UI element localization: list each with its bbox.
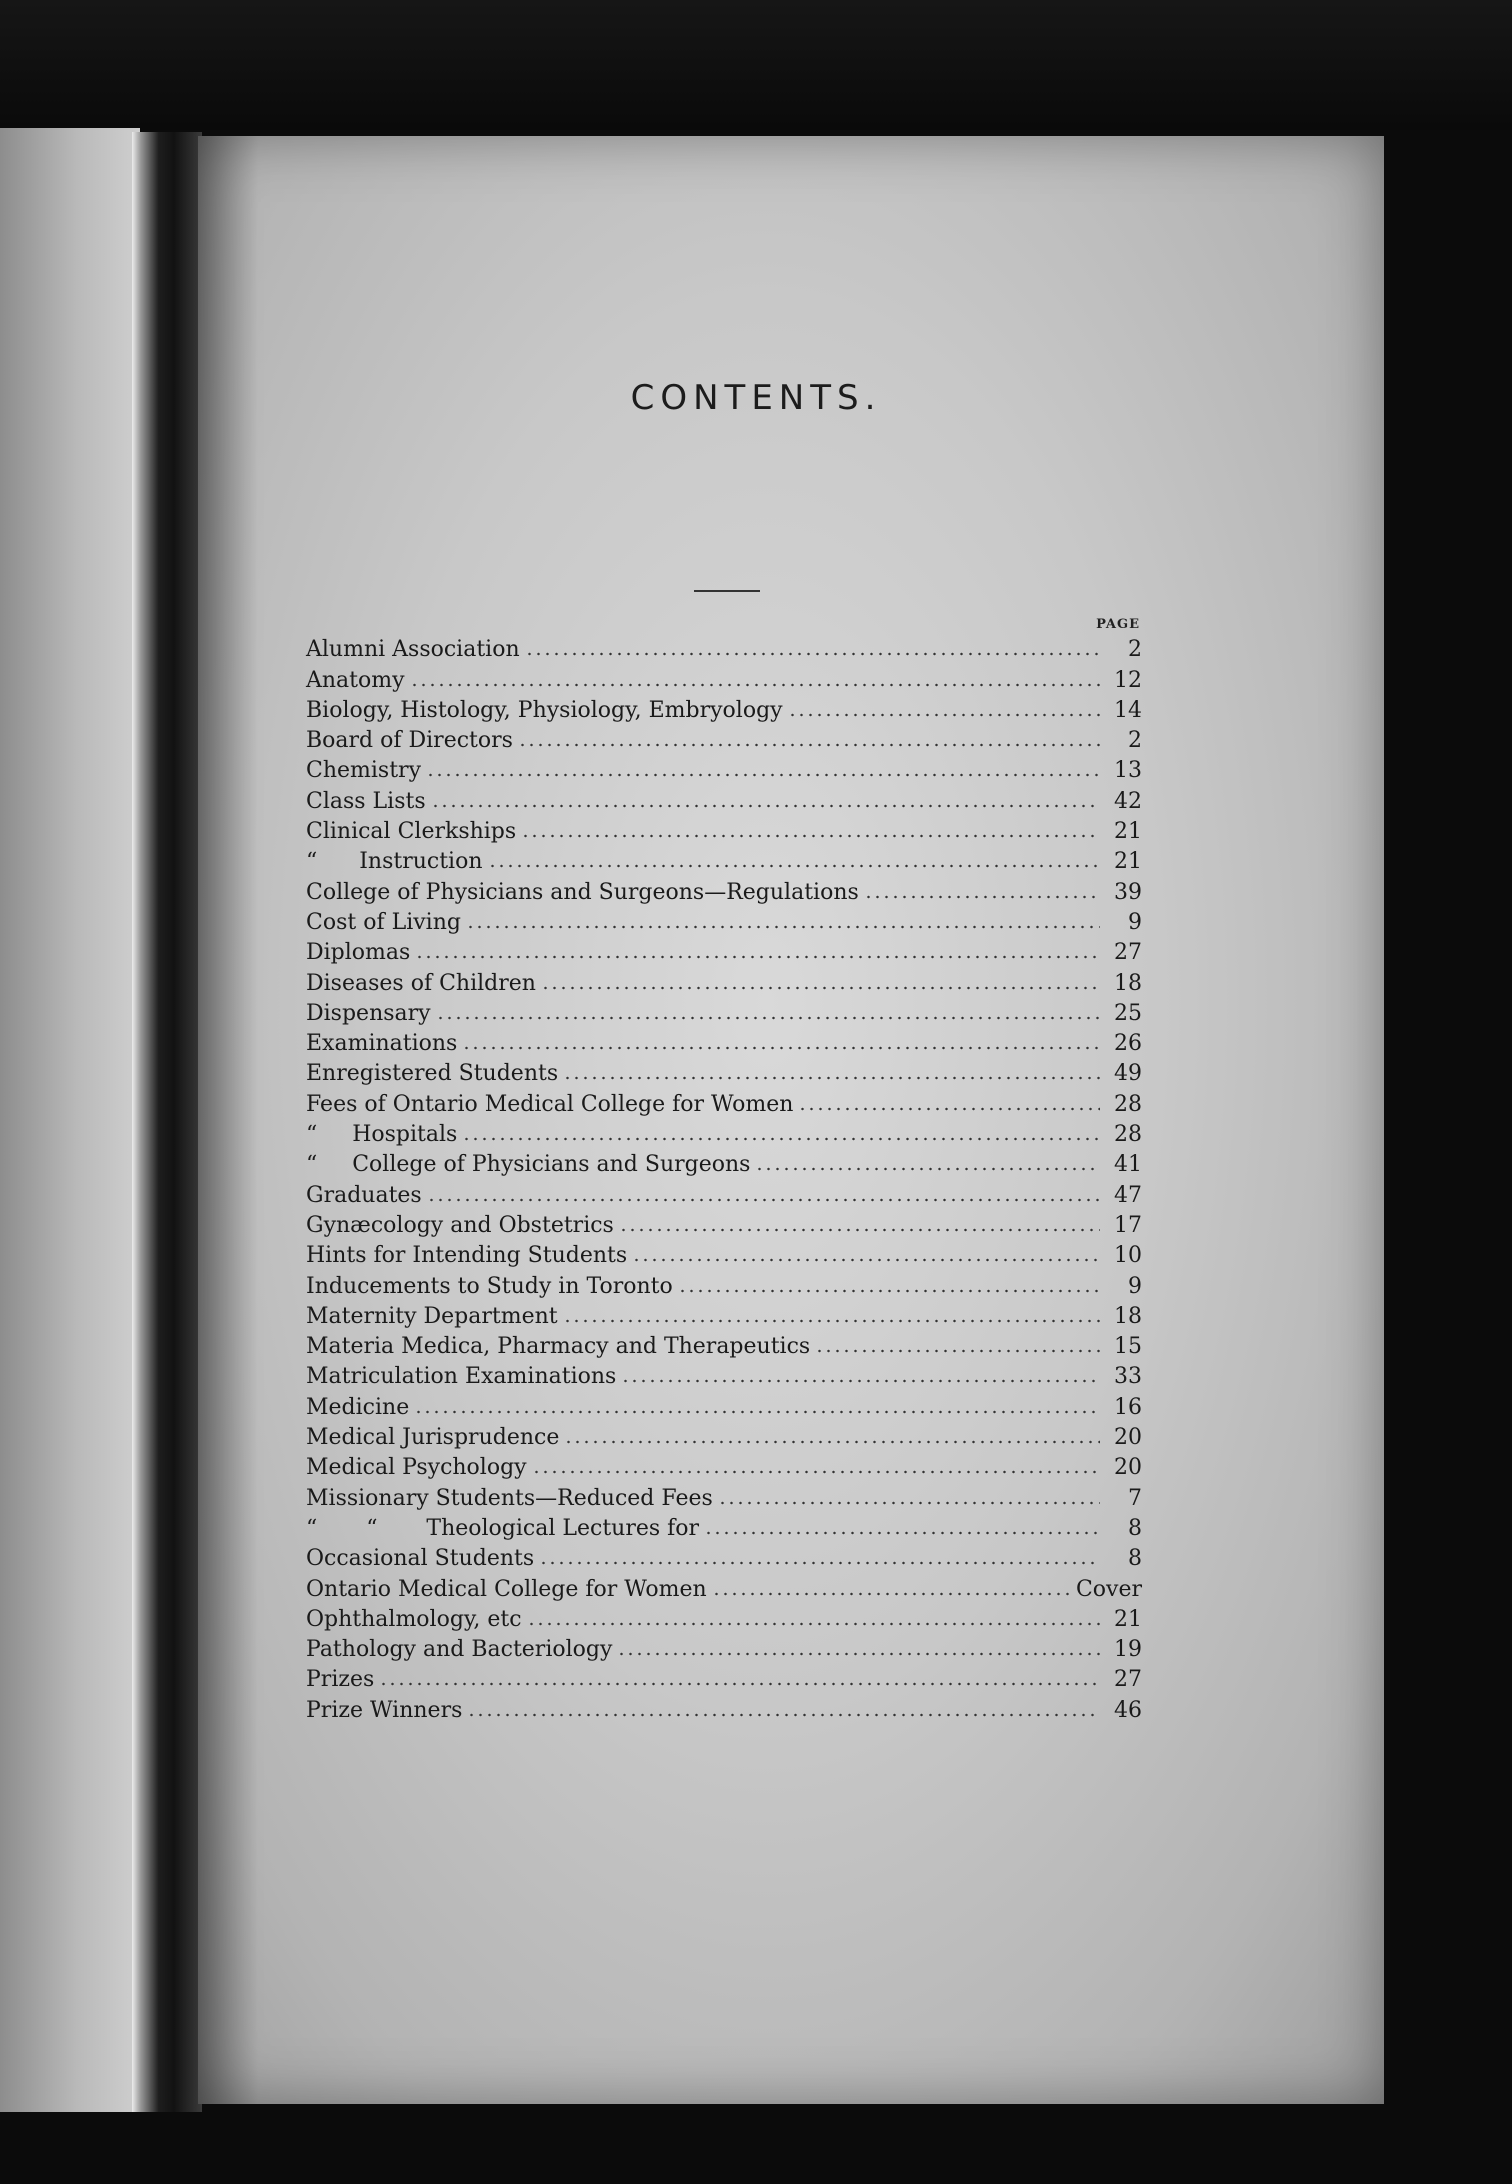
page-title: CONTENTS. — [630, 378, 882, 418]
toc-entry-page: 13 — [1114, 758, 1142, 784]
toc-entry-label: Matriculation Examinations — [306, 1364, 617, 1390]
toc-entry-label: Chemistry — [306, 758, 421, 784]
toc-entry — [306, 1207, 1142, 1237]
toc-entry — [306, 904, 1142, 934]
toc-entry-label: Medical Jurisprudence — [306, 1425, 560, 1451]
toc-entry — [306, 722, 1142, 752]
toc-entry — [306, 964, 1142, 994]
toc-entry-label: Hints for Intending Students — [306, 1243, 628, 1269]
toc-entry-page: 2 — [1128, 637, 1142, 663]
toc-entry-label: Missionary Students—Reduced Fees — [306, 1485, 713, 1511]
leader-dots — [712, 1592, 1070, 1596]
leader-dots — [619, 1228, 1100, 1232]
toc-entry — [306, 1116, 1142, 1146]
toc-entry — [306, 1419, 1142, 1449]
toc-entry-page: 20 — [1114, 1425, 1142, 1451]
toc-entry — [306, 1176, 1142, 1206]
leader-dots — [532, 1470, 1100, 1474]
toc-entry — [306, 1601, 1142, 1631]
toc-entry — [306, 1631, 1142, 1661]
toc-entry-page: 12 — [1114, 667, 1142, 693]
toc-entry — [306, 752, 1142, 782]
leader-dots — [798, 1107, 1100, 1111]
leader-dots — [379, 1682, 1100, 1686]
toc-entry-page: 25 — [1114, 1000, 1142, 1026]
toc-entry-label: Class Lists — [306, 788, 426, 814]
leader-dots — [678, 1289, 1100, 1293]
toc-entry-label: “ Hospitals — [306, 1122, 458, 1148]
toc-entry-page: 10 — [1114, 1243, 1142, 1269]
toc-entry-label: Examinations — [306, 1031, 458, 1057]
toc-entry-page: 21 — [1114, 849, 1142, 875]
leader-dots — [436, 1016, 1100, 1020]
toc-entry-page: 28 — [1114, 1091, 1142, 1117]
leader-dots — [462, 1137, 1100, 1141]
leader-dots — [617, 1652, 1100, 1656]
toc-entry-label: “ “ Theological Lectures for — [306, 1515, 700, 1541]
leader-dots — [621, 1379, 1100, 1383]
toc-entry-label: Diplomas — [306, 940, 411, 966]
toc-entry — [306, 873, 1142, 903]
leader-dots — [563, 1076, 1100, 1080]
toc-entry — [306, 1449, 1142, 1479]
leader-dots — [415, 955, 1100, 959]
toc-entry-page: 18 — [1114, 1303, 1142, 1329]
toc-entry — [306, 1510, 1142, 1540]
toc-entry-label: Occasional Students — [306, 1546, 535, 1572]
toc-entry — [306, 995, 1142, 1025]
leader-dots — [564, 1440, 1100, 1444]
toc-entry-label: Maternity Department — [306, 1303, 558, 1329]
toc-entry-page: 27 — [1114, 1667, 1142, 1693]
toc-entry — [306, 1570, 1142, 1600]
toc-entry — [306, 1540, 1142, 1570]
leader-dots — [521, 834, 1100, 838]
table-of-contents — [306, 631, 1142, 1722]
toc-entry — [306, 1025, 1142, 1055]
book-spine — [132, 132, 202, 2112]
leader-dots — [755, 1167, 1100, 1171]
toc-entry — [306, 1055, 1142, 1085]
toc-entry-label: Pathology and Bacteriology — [306, 1637, 613, 1663]
toc-entry-label: “ College of Physicians and Surgeons — [306, 1152, 751, 1178]
toc-entry — [306, 1358, 1142, 1388]
toc-entry-page: 7 — [1128, 1485, 1142, 1511]
left-page-edge — [0, 128, 140, 2112]
leader-dots — [788, 713, 1100, 717]
toc-entry-label: Dispensary — [306, 1000, 431, 1026]
leader-dots — [427, 1198, 1100, 1202]
toc-entry-page: 47 — [1114, 1182, 1142, 1208]
toc-entry-page: 46 — [1114, 1697, 1142, 1723]
toc-entry-page: 26 — [1114, 1031, 1142, 1057]
leader-dots — [539, 1561, 1100, 1565]
toc-entry-label: Prize Winners — [306, 1697, 463, 1723]
leader-dots — [718, 1501, 1100, 1505]
leader-dots — [467, 1713, 1100, 1717]
toc-entry — [306, 843, 1142, 873]
toc-entry-label: Gynæcology and Obstetrics — [306, 1212, 614, 1238]
toc-entry-label: Inducements to Study in Toronto — [306, 1273, 673, 1299]
toc-entry-page: 33 — [1114, 1364, 1142, 1390]
toc-entry-page: 8 — [1128, 1515, 1142, 1541]
toc-entry-page: 21 — [1114, 1606, 1142, 1632]
leader-dots — [410, 683, 1100, 687]
toc-entry — [306, 1267, 1142, 1297]
toc-entry-page: Cover — [1075, 1576, 1142, 1602]
toc-entry — [306, 692, 1142, 722]
toc-entry-label: Medical Psychology — [306, 1455, 527, 1481]
toc-entry — [306, 1479, 1142, 1509]
toc-entry-page: 8 — [1128, 1546, 1142, 1572]
toc-entry — [306, 1146, 1142, 1176]
toc-entry — [306, 1085, 1142, 1115]
toc-entry-label: Enregistered Students — [306, 1061, 559, 1087]
toc-entry — [306, 813, 1142, 843]
toc-entry-label: Medicine — [306, 1394, 410, 1420]
toc-entry-label: Materia Medica, Pharmacy and Therapeutics — [306, 1334, 811, 1360]
toc-entry-label: “ Instruction — [306, 849, 483, 875]
toc-entry-page: 16 — [1114, 1394, 1142, 1420]
toc-entry-page: 9 — [1128, 1273, 1142, 1299]
toc-entry-label: Biology, Histology, Physiology, Embryology — [306, 697, 783, 723]
toc-entry-label: Board of Directors — [306, 728, 513, 754]
toc-entry-page: 17 — [1114, 1212, 1142, 1238]
leader-dots — [864, 895, 1100, 899]
leader-dots — [518, 743, 1100, 747]
toc-entry-page: 27 — [1114, 940, 1142, 966]
toc-entry-page: 19 — [1114, 1637, 1142, 1663]
toc-entry-label: Cost of Living — [306, 909, 461, 935]
leader-dots — [704, 1531, 1100, 1535]
toc-entry-label: Clinical Clerkships — [306, 819, 517, 845]
toc-entry-page: 14 — [1114, 697, 1142, 723]
toc-entry-label: Alumni Association — [306, 637, 520, 663]
leader-dots — [563, 1319, 1100, 1323]
toc-entry-page: 18 — [1114, 970, 1142, 996]
toc-entry-page: 41 — [1114, 1152, 1142, 1178]
toc-entry — [306, 1298, 1142, 1328]
toc-entry-label: Ophthalmology, etc — [306, 1606, 522, 1632]
toc-entry-page: 39 — [1114, 879, 1142, 905]
toc-entry-page: 49 — [1114, 1061, 1142, 1087]
leader-dots — [525, 652, 1100, 656]
toc-entry-label: Anatomy — [306, 667, 405, 693]
toc-entry-page: 15 — [1114, 1334, 1142, 1360]
toc-entry-page: 2 — [1128, 728, 1142, 754]
toc-entry-page: 28 — [1114, 1122, 1142, 1148]
toc-entry-label: College of Physicians and Surgeons—Regulations — [306, 879, 859, 905]
toc-entry — [306, 934, 1142, 964]
toc-entry — [306, 631, 1142, 661]
leader-dots — [426, 773, 1100, 777]
toc-entry-label: Prizes — [306, 1667, 375, 1693]
title-divider — [694, 590, 760, 592]
toc-entry-page: 9 — [1128, 909, 1142, 935]
toc-entry — [306, 782, 1142, 812]
toc-entry-page: 20 — [1114, 1455, 1142, 1481]
leader-dots — [466, 925, 1100, 929]
toc-entry — [306, 1388, 1142, 1418]
toc-entry-label: Graduates — [306, 1182, 422, 1208]
leader-dots — [541, 986, 1100, 990]
leader-dots — [414, 1410, 1100, 1414]
toc-entry-label: Ontario Medical College for Women — [306, 1576, 707, 1602]
scan-frame-top — [0, 0, 1512, 130]
page-column-header: PAGE — [1096, 617, 1140, 632]
leader-dots — [815, 1349, 1100, 1353]
toc-entry-page: 21 — [1114, 819, 1142, 845]
toc-entry-page: 42 — [1114, 788, 1142, 814]
toc-entry — [306, 1691, 1142, 1721]
toc-entry-label: Fees of Ontario Medical College for Women — [306, 1091, 794, 1117]
toc-entry-label: Diseases of Children — [306, 970, 536, 996]
page-gutter-shadow — [198, 136, 258, 2104]
leader-dots — [527, 1622, 1100, 1626]
leader-dots — [462, 1046, 1100, 1050]
leader-dots — [488, 864, 1101, 868]
toc-entry — [306, 1661, 1142, 1691]
leader-dots — [431, 804, 1100, 808]
toc-entry — [306, 661, 1142, 691]
toc-entry — [306, 1237, 1142, 1267]
leader-dots — [632, 1258, 1100, 1262]
toc-entry — [306, 1328, 1142, 1358]
